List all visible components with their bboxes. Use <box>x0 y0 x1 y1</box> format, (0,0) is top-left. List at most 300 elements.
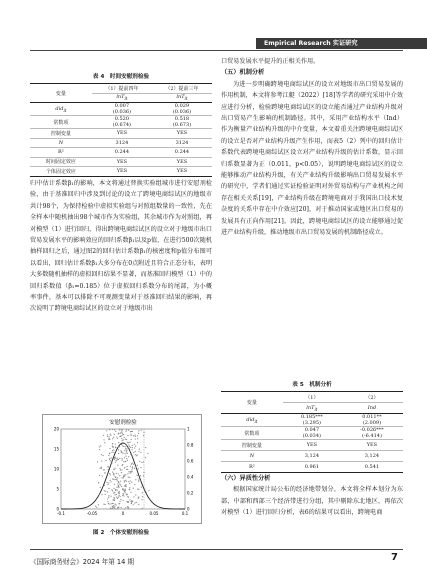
p-value-point <box>123 446 124 447</box>
p-value-point <box>109 436 110 437</box>
p-value-point <box>110 433 111 434</box>
p-value-point <box>101 454 102 455</box>
p-value-point <box>132 463 133 464</box>
p-value-point <box>110 481 111 482</box>
p-value-point <box>108 495 109 496</box>
p-value-point <box>112 508 113 509</box>
x-tick-label: 0.1 <box>181 511 189 516</box>
p-value-point <box>125 448 126 449</box>
p-value-point <box>140 480 141 481</box>
table-row: 常数项 0.520 (0.674) 0.518 (0.673) <box>30 116 212 129</box>
p-value-point <box>116 487 117 488</box>
p-value-point <box>146 492 147 493</box>
table-4-caption: 表 4 时间安慰剂检验 <box>92 74 150 80</box>
p-value-point <box>119 501 120 502</box>
p-value-point <box>131 471 132 472</box>
p-value-point <box>117 457 118 458</box>
p-value-point <box>111 457 112 458</box>
p-value-point <box>118 497 119 498</box>
p-value-point <box>116 473 117 474</box>
p-value-point <box>130 447 131 448</box>
p-value-point <box>126 429 127 430</box>
p-value-point <box>105 491 106 492</box>
p-value-point <box>119 429 120 430</box>
p-value-point <box>127 506 128 507</box>
p-value-point <box>109 429 110 430</box>
p-value-point <box>112 490 113 491</box>
p-value-point <box>99 446 100 447</box>
p-value-point <box>118 433 119 434</box>
p-value-point <box>125 486 126 487</box>
table-5-caption: 表 5 机制分析 <box>292 382 332 388</box>
p-value-point <box>130 492 131 493</box>
p-value-point <box>101 494 102 495</box>
p-value-point <box>133 452 134 453</box>
p-value-point <box>121 469 122 470</box>
y-tick-label-left: 15 <box>53 446 59 452</box>
p-value-point <box>118 446 119 447</box>
p-value-point <box>127 494 128 495</box>
p-value-point <box>108 455 109 456</box>
p-value-point <box>120 433 121 434</box>
p-value-point <box>114 476 115 477</box>
paragraph: 根据国家统计局公布的经济地带划分，本文将全样本划分为东部、中部和西部三个经济带进行分组，其中剔除东北地区，再依次对模型（1）进行回归分析，表6的结果可以看出，跨境电商 <box>221 486 403 517</box>
p-value-point <box>142 492 143 493</box>
p-value-point <box>123 495 124 496</box>
p-value-point <box>121 472 122 473</box>
p-value-point <box>121 452 122 453</box>
p-value-point <box>116 479 117 480</box>
p-value-points <box>95 429 150 510</box>
p-value-point <box>128 508 129 509</box>
p-value-point <box>137 435 138 436</box>
p-value-point <box>105 460 106 461</box>
p-value-point <box>115 443 116 444</box>
page-number: 7 <box>391 552 398 563</box>
p-value-point <box>112 450 113 451</box>
p-value-point <box>133 435 134 436</box>
p-value-point <box>141 486 142 487</box>
p-value-point <box>113 446 114 447</box>
p-value-point <box>130 473 131 474</box>
p-value-point <box>131 469 132 470</box>
p-value-point <box>119 475 120 476</box>
p-value-point <box>118 492 119 493</box>
right-body-text-bottom <box>221 473 403 519</box>
table-header-col2: （2）提前三年 <box>152 84 212 94</box>
tick-labels <box>54 427 194 517</box>
p-value-point <box>101 460 102 461</box>
p-value-point <box>130 471 131 472</box>
p-value-point <box>119 503 120 504</box>
p-value-point <box>127 496 128 497</box>
p-value-point <box>134 468 135 469</box>
p-value-point <box>96 507 97 508</box>
p-value-point <box>104 472 105 473</box>
p-value-point <box>104 442 105 443</box>
table-row: 控制变量 YES YES <box>30 129 212 139</box>
p-value-point <box>135 436 136 437</box>
p-value-point <box>115 431 116 432</box>
p-value-point <box>127 466 128 467</box>
p-value-point <box>121 444 122 445</box>
p-value-point <box>116 504 117 505</box>
p-value-point <box>139 478 140 479</box>
p-value-point <box>125 456 126 457</box>
p-value-point <box>111 462 112 463</box>
p-value-point <box>118 442 119 443</box>
p-value-point <box>103 504 104 505</box>
p-value-point <box>115 468 116 469</box>
p-value-point <box>109 480 110 481</box>
p-value-point <box>130 435 131 436</box>
p-value-point <box>114 492 115 493</box>
p-value-point <box>126 445 127 446</box>
p-value-point <box>109 448 110 449</box>
y-tick-label-left: 5 <box>56 486 59 492</box>
p-value-point <box>127 473 128 474</box>
p-value-point <box>137 475 138 476</box>
p-value-point <box>114 507 115 508</box>
p-value-point <box>127 435 128 436</box>
right-body-text <box>221 56 403 239</box>
p-value-point <box>129 477 130 478</box>
p-value-point <box>120 432 121 433</box>
p-value-point <box>112 471 113 472</box>
p-value-point <box>130 434 131 435</box>
p-value-point <box>147 453 148 454</box>
p-value-point <box>130 466 131 467</box>
p-value-point <box>107 501 108 502</box>
p-value-point <box>132 431 133 432</box>
p-value-point <box>124 457 125 458</box>
table-row: N 3124 3124 <box>30 138 212 148</box>
p-value-point <box>105 494 106 495</box>
p-value-point <box>130 451 131 452</box>
p-value-point <box>133 496 134 497</box>
p-value-point <box>127 447 128 448</box>
p-value-point <box>117 477 118 478</box>
p-value-point <box>123 461 124 462</box>
p-value-point <box>135 494 136 495</box>
table-row: 常数项 0.047 (0.034) -0.026*** (-6.414) <box>221 427 403 440</box>
table-row: 控制变量 YES YES <box>221 440 403 451</box>
p-value-point <box>116 494 117 495</box>
p-value-point <box>120 499 121 500</box>
p-value-point <box>140 430 141 431</box>
p-value-point <box>114 457 115 458</box>
p-value-point <box>112 429 113 430</box>
section-5-title: （五）机制分析 <box>221 69 265 77</box>
p-value-point <box>118 453 119 454</box>
p-value-point <box>124 490 125 491</box>
p-value-point <box>122 460 123 461</box>
p-value-point <box>114 498 115 499</box>
y-tick-label-right: 0.4 <box>187 474 194 480</box>
p-value-point <box>128 477 129 478</box>
p-value-point <box>132 466 133 467</box>
p-value-point <box>108 467 109 468</box>
p-value-point <box>111 452 112 453</box>
top-rule <box>30 50 403 51</box>
left-body-text <box>30 178 212 315</box>
p-value-point <box>114 484 115 485</box>
p-value-point <box>138 498 139 499</box>
p-value-point <box>114 469 115 470</box>
p-value-point <box>115 479 116 480</box>
plot-frame <box>61 429 185 509</box>
p-value-point <box>142 496 143 497</box>
p-value-point <box>130 480 131 481</box>
p-value-point <box>124 450 125 451</box>
p-value-point <box>134 502 135 503</box>
table-row: did$_{it}$ 0.185*** (3.295) 0.011** (2.009) <box>221 414 403 427</box>
p-value-point <box>131 482 132 483</box>
p-value-point <box>135 451 136 452</box>
p-value-point <box>114 459 115 460</box>
p-value-point <box>109 458 110 459</box>
p-value-point <box>108 469 109 470</box>
p-value-point <box>122 452 123 453</box>
p-value-point <box>124 453 125 454</box>
bottom-rule <box>30 549 403 550</box>
p-value-point <box>123 439 124 440</box>
p-value-point <box>138 433 139 434</box>
p-value-point <box>145 447 146 448</box>
p-value-point <box>127 502 128 503</box>
p-value-point <box>107 436 108 437</box>
p-value-point <box>125 474 126 475</box>
y-tick-label-left: 0 <box>56 506 59 512</box>
table-header-col1: （1） <box>283 392 341 403</box>
p-value-point <box>137 489 138 490</box>
p-value-point <box>136 502 137 503</box>
p-value-point <box>123 493 124 494</box>
p-value-point <box>122 495 123 496</box>
p-value-point <box>108 482 109 483</box>
p-value-point <box>120 450 121 451</box>
p-value-point <box>100 468 101 469</box>
p-value-point <box>128 471 129 472</box>
p-value-point <box>99 449 100 450</box>
p-value-point <box>125 507 126 508</box>
figure-2-caption: 图 2 个体安慰剂检验 <box>92 530 150 536</box>
p-value-point <box>108 438 109 439</box>
p-value-point <box>114 508 115 509</box>
p-value-point <box>129 483 130 484</box>
p-value-point <box>117 480 118 481</box>
table-header-col2: （2） <box>341 392 403 403</box>
p-value-point <box>120 507 121 508</box>
p-value-point <box>135 479 136 480</box>
p-value-point <box>123 475 124 476</box>
p-value-point <box>114 494 115 495</box>
table-header-variable: 变量 <box>221 392 283 414</box>
p-value-point <box>110 496 111 497</box>
p-value-point <box>110 435 111 436</box>
p-value-point <box>99 494 100 495</box>
p-value-point <box>134 447 135 448</box>
p-value-point <box>138 481 139 482</box>
p-value-point <box>110 460 111 461</box>
p-value-point <box>140 467 141 468</box>
y-tick-label-right: 0.2 <box>187 490 194 496</box>
y-tick-label-right: 1 <box>187 426 190 432</box>
p-value-point <box>133 464 134 465</box>
p-value-point <box>113 449 114 450</box>
table-header-variable: 变量 <box>30 84 92 103</box>
paragraph: 为进一步明确跨境电商综试区的设立对地级市出口贸易发展的作用机制，本文将参考江艇（2022）[18]等学者的研究采用中介效应进行分析，检验跨境电商综试区的设立能否通过产业结构升级对出口贸易产生影响的机制路径。其中，采用产业结构水平（Ind）作为衡量产业结构升级的中介变量，本文着重关注跨境电商综试区的设立是否对产业结构升级产生作用，而表5（2）列中的回归估计系数代表跨境电商综试区设立对产业结构升级的估计系数，显示回归系数显著为正（0.011，p<0.05），说明跨境电商综试区的设立能够推动产业结构升级，有关产业结构升级影响出口贸易发展水平的研究中，学者们通过实证检验证明对外贸易结构与产业机构之间存在相关关系[19]，产业结构升级在跨境电商对于我国出口技术复杂度的关系中存在中介效应[20]，对于推动国家或地区出口贸易的发展具有正向作用[21]。因此，跨境电商综试区的设立能够通过促进产业结构升级，推动地级市出口贸易发展的机制路径成立。 <box>221 80 403 237</box>
p-value-point <box>124 480 125 481</box>
p-value-point <box>125 438 126 439</box>
p-value-point <box>114 506 115 507</box>
p-value-point <box>135 438 136 439</box>
p-value-point <box>107 434 108 435</box>
p-value-point <box>129 446 130 447</box>
p-value-point <box>129 499 130 500</box>
p-value-point <box>145 457 146 458</box>
p-value-point <box>110 474 111 475</box>
y-tick-label-left: 20 <box>53 426 59 432</box>
p-value-point <box>140 452 141 453</box>
section-6-title: （六）异质性分析 <box>221 475 271 482</box>
paragraph: 口贸易发展水平提升的正相关作用。 <box>221 58 320 65</box>
p-value-point <box>124 508 125 509</box>
p-value-point <box>116 436 117 437</box>
p-value-point <box>122 433 123 434</box>
p-value-point <box>137 442 138 443</box>
p-value-point <box>110 503 111 504</box>
p-value-point <box>112 443 113 444</box>
p-value-point <box>107 482 108 483</box>
p-value-point <box>102 475 103 476</box>
p-value-point <box>118 481 119 482</box>
p-value-point <box>138 497 139 498</box>
p-value-point <box>109 453 110 454</box>
p-value-point <box>113 488 114 489</box>
p-value-point <box>121 435 122 436</box>
table-subheader-col1: lnT$_{it}$ <box>92 93 152 103</box>
p-value-point <box>125 461 126 462</box>
p-value-point <box>113 452 114 453</box>
p-value-point <box>112 506 113 507</box>
p-value-point <box>123 489 124 490</box>
p-value-point <box>129 487 130 488</box>
p-value-point <box>117 498 118 499</box>
p-value-point <box>104 469 105 470</box>
p-value-point <box>112 438 113 439</box>
p-value-point <box>135 466 136 467</box>
p-value-point <box>100 487 101 488</box>
p-value-point <box>121 438 122 439</box>
paragraph: 归中估计系数β₁的影响，本文将通过替换实验组城市进行安慰剂检验，由于基准回归中涉及到讨论的设立了跨境电商综试区的地级市共计98个，为保持检验中虚拟实验组与对照组数量的一致性，先在全样本中随机抽出98个城市作为实验组，其余城市作为对照组，再对模型（1）进行回归，得出跨境电商综试区的设立对于地级市出口贸易发展水平的影响效应的回归系数β₁以及p值，在进行500次随机抽样回归之后，通过图2的回归估计系数β₁的核密度和p值分布图可以看出，回归估计系数β₁大多分布在0点附近且符合正态分布，表明大多数随机抽样的虚拟回归结果不显著，而基准回归模型（1）中的回归系数值（β₁=0.185）位于虚拟回归系数分布的尾部，为小概率事件，基本可以排除不可观测变量对于基准回归结果的影响，再次说明了跨境电商综试区的设立对于地级市出 <box>30 180 212 313</box>
chart-title: 安慰剂检验 <box>109 420 137 426</box>
x-tick-label: -0.1 <box>57 511 65 516</box>
p-value-point <box>125 489 126 490</box>
p-value-point <box>132 449 133 450</box>
p-value-point <box>111 489 112 490</box>
p-value-point <box>118 473 119 474</box>
p-value-point <box>113 479 114 480</box>
p-value-point <box>99 475 100 476</box>
p-value-point <box>103 435 104 436</box>
p-value-point <box>105 504 106 505</box>
p-value-point <box>112 499 113 500</box>
p-value-point <box>125 480 126 481</box>
p-value-point <box>124 481 125 482</box>
table-header-col1: （1）提前四年 <box>92 84 152 94</box>
p-value-point <box>126 481 127 482</box>
p-value-point <box>138 504 139 505</box>
p-value-point <box>104 490 105 491</box>
placebo-chart <box>43 415 203 525</box>
p-value-point <box>131 439 132 440</box>
p-value-point <box>108 497 109 498</box>
p-value-point <box>138 430 139 431</box>
p-value-point <box>128 456 129 457</box>
p-value-point <box>124 467 125 468</box>
p-value-point <box>125 431 126 432</box>
table-subheader-col2: Ind <box>341 403 403 414</box>
p-value-point <box>103 439 104 440</box>
p-value-point <box>143 475 144 476</box>
p-value-point <box>127 442 128 443</box>
p-value-point <box>121 486 122 487</box>
p-value-point <box>126 450 127 451</box>
p-value-point <box>121 458 122 459</box>
p-value-point <box>132 445 133 446</box>
p-value-point <box>138 479 139 480</box>
p-value-point <box>115 446 116 447</box>
p-value-point <box>134 484 135 485</box>
p-value-point <box>110 508 111 509</box>
p-value-point <box>125 446 126 447</box>
p-value-point <box>122 429 123 430</box>
p-value-point <box>134 434 135 435</box>
p-value-point <box>116 496 117 497</box>
p-value-point <box>122 445 123 446</box>
p-value-point <box>114 503 115 504</box>
p-value-point <box>142 508 143 509</box>
p-value-point <box>113 474 114 475</box>
p-value-point <box>117 438 118 439</box>
p-value-point <box>115 490 116 491</box>
p-value-point <box>131 503 132 504</box>
p-value-point <box>126 451 127 452</box>
p-value-point <box>127 453 128 454</box>
p-value-point <box>126 439 127 440</box>
p-value-point <box>120 469 121 470</box>
p-value-point <box>138 451 139 452</box>
p-value-point <box>135 454 136 455</box>
p-value-point <box>98 482 99 483</box>
p-value-point <box>113 505 114 506</box>
table-row: R² 0.244 0.244 <box>30 148 212 158</box>
p-value-point <box>123 477 124 478</box>
p-value-point <box>138 489 139 490</box>
p-value-point <box>98 504 99 505</box>
p-value-point <box>103 455 104 456</box>
p-value-point <box>117 465 118 466</box>
p-value-point <box>127 460 128 461</box>
p-value-point <box>126 469 127 470</box>
p-value-point <box>126 458 127 459</box>
p-value-point <box>113 493 114 494</box>
p-value-point <box>112 446 113 447</box>
p-value-point <box>139 461 140 462</box>
p-value-point <box>128 442 129 443</box>
p-value-point <box>129 442 130 443</box>
